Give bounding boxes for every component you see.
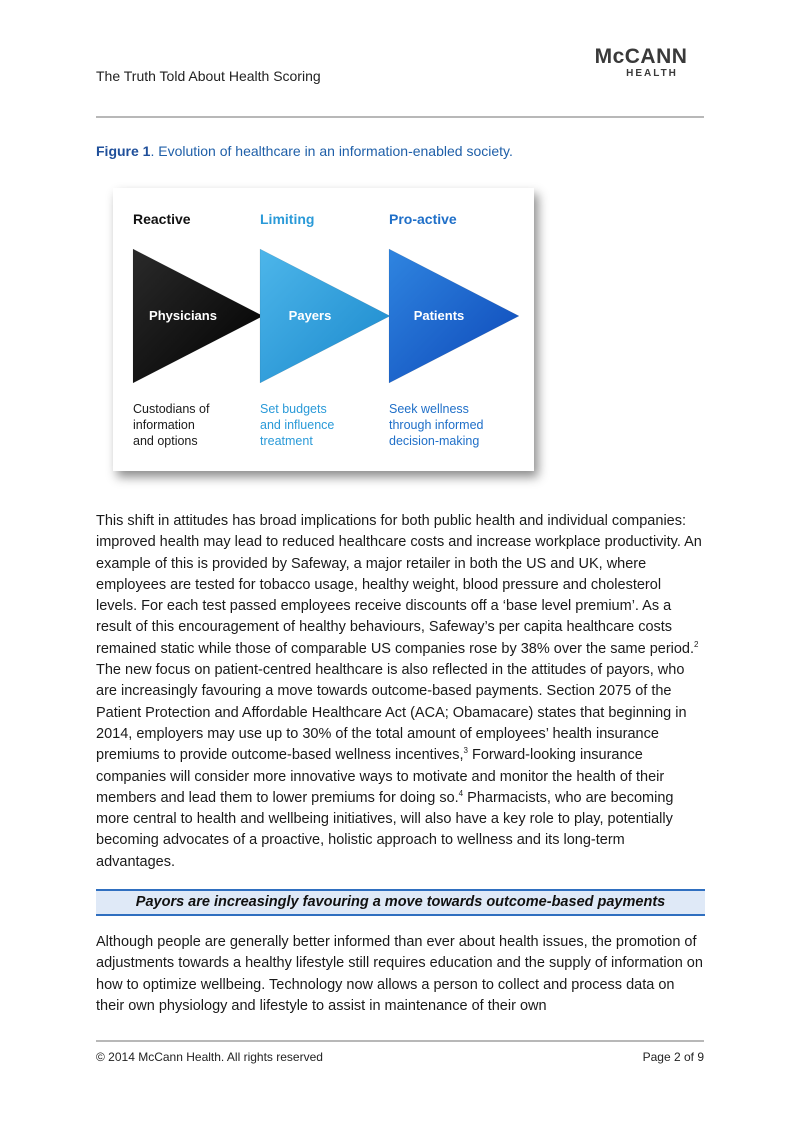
stage-description-limiting-line-2: and influence (260, 418, 335, 432)
stage-arrow-label-proactive: Patients (413, 308, 465, 323)
healthcare-evolution-diagram (113, 188, 534, 471)
stage-description-reactive-line-1: Custodians of (133, 402, 210, 416)
mccann-health-logo (588, 46, 694, 80)
footnote-ref-2[interactable]: 2 (694, 639, 699, 649)
footer-copyright: © 2014 McCann Health. All rights reserved (96, 1050, 323, 1064)
figure-panel (113, 188, 534, 471)
stage-heading-limiting: Limiting (260, 211, 315, 227)
stage-description-proactive-line-1: Seek wellness (389, 402, 469, 416)
stage-description-proactive-line-3: decision-making (389, 434, 480, 448)
stage-heading-proactive: Pro-active (389, 211, 457, 227)
header-divider (96, 116, 704, 118)
pull-quote-callout: Payors are increasingly favouring a move towards outcome-based payments (96, 889, 705, 916)
stage-heading-reactive: Reactive (133, 211, 191, 227)
body-paragraph-1-part-1: This shift in attitudes has broad implications for both public health and individual companies: improved health may lead to reduced healthcare costs and increase workplace productivity. An example of this is provided by Safeway, a major retailer in both the US and UK, where employees are tested for tobacco usage, healthy weight, blood pressure and cholesterol levels. For each test passed employees receive discounts off a ‘base level premium’. As a result of this encouragement of healthy behaviours, Safeway’s per capita healthcare costs remained static while those of comparable US companies rose by 38% over the same period. (96, 513, 702, 657)
stage-description-proactive-line-2: through informed (389, 418, 484, 432)
footnote-ref-4[interactable]: 4 (458, 789, 464, 799)
footnote-ref-3[interactable]: 3 (463, 746, 468, 756)
stage-description-reactive-line-2: information (133, 418, 195, 432)
figure-caption (96, 143, 513, 159)
body-paragraph-1-part-4: Pharmacists, who are becoming more central to health and wellbeing initiatives, will also have a key role to play, potentially becoming advocates of a proactive, holistic approach to wellness and its long-term advantages. (96, 789, 674, 870)
body-paragraph-1-part-2: The new focus on patient-centred healthcare is also reflected in the attitudes of payors, who are increasingly favouring a move towards outcome-based payments. Section 2075 of the Patient Protection and Affordable Healthcare Act (ACA; Obamacare) states that beginning in 2014, employers may use up to 30% of the total amount of employees’ health insurance premiums to provide outcome-based wellness incentives, (96, 662, 687, 764)
header-title: The Truth Told About Health Scoring (96, 68, 321, 84)
figure-caption-text: . Evolution of healthcare in an information-enabled society. (150, 143, 513, 159)
stage-description-reactive-line-3: and options (133, 434, 198, 448)
footer-page-number: Page 2 of 9 (642, 1050, 704, 1064)
stage-arrow-label-reactive: Physicians (149, 308, 217, 323)
stage-arrow-label-limiting: Payers (288, 308, 332, 323)
stage-description-limiting-line-1: Set budgets (260, 402, 327, 416)
body-paragraph-1-part-3: Forward-looking insurance companies will consider more innovative ways to motivate and monitor the health of their members and lead them to lower premiums for doing so. (96, 747, 665, 806)
figure-caption-label: Figure 1 (96, 143, 151, 159)
body-paragraph-2: Although people are generally better informed than ever about health issues, the promotion of adjustments towards a healthy lifestyle still requires education and the supply of information on how to optimize wellbeing. Technology now allows a person to collect and process data on their own physiology and lifestyle to assist in maintenance of their own (96, 934, 703, 1014)
logo-subtitle: HEALTH (626, 68, 678, 79)
footer-divider (96, 1040, 704, 1042)
logo-wordmark: McCANN (594, 45, 688, 68)
body-paragraph-1 (96, 511, 706, 873)
stage-description-limiting-line-3: treatment (260, 434, 313, 448)
